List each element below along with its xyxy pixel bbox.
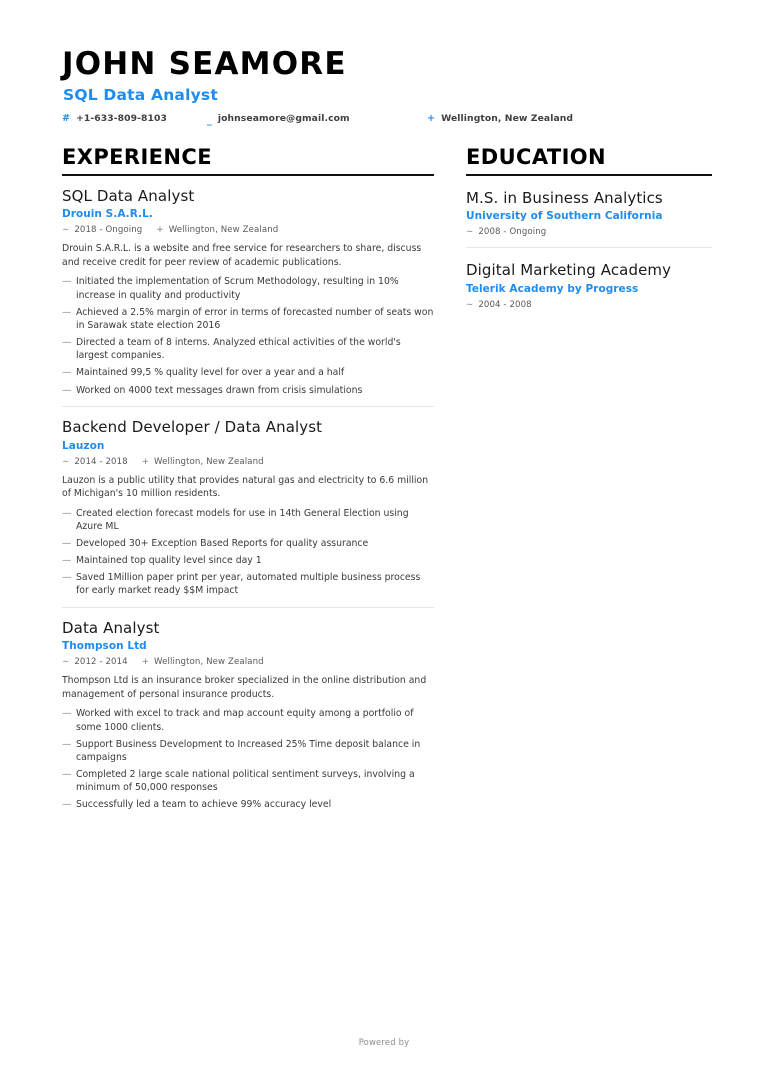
dash-icon: — xyxy=(62,507,72,519)
job-bullets xyxy=(62,707,434,811)
dash-icon: — xyxy=(62,572,72,584)
dash-icon: — xyxy=(62,306,72,318)
job-dates-value: 2012 - 2014 xyxy=(74,657,128,668)
job-company: Lauzon xyxy=(62,439,105,452)
contact-phone[interactable] xyxy=(62,113,207,124)
job-location-value: Wellington, New Zealand xyxy=(154,456,264,467)
job-title: SQL Data Analyst xyxy=(62,186,195,205)
job-bullets xyxy=(62,275,434,397)
job-meta xyxy=(62,657,434,667)
bullet-text: Worked on 4000 text messages drawn from crisis simulations xyxy=(76,384,363,396)
job-location xyxy=(142,657,264,667)
degree-title: Digital Marketing Academy xyxy=(466,261,672,280)
job-summary: Drouin S.A.R.L. is a website and free service for researchers to share, discuss and receive credit for peer review of academic publications. xyxy=(62,243,422,268)
list-item xyxy=(62,306,434,332)
dash-icon: — xyxy=(62,384,72,396)
job-company: Drouin S.A.R.L. xyxy=(62,208,153,221)
list-item xyxy=(62,366,434,379)
dash-icon: — xyxy=(62,337,72,349)
resume-header xyxy=(0,0,768,124)
list-item xyxy=(62,798,434,811)
contact-email-value: johnseamore@gmail.com xyxy=(217,112,350,124)
job-location xyxy=(156,225,278,235)
calendar-icon: ∼ xyxy=(62,456,70,467)
education-meta xyxy=(466,227,712,237)
experience-entry xyxy=(62,176,434,407)
job-dates xyxy=(62,457,128,467)
list-item xyxy=(62,768,434,794)
email-icon: _ xyxy=(207,114,212,126)
job-summary: Lauzon is a public utility that provides natural gas and electricity to 6.6 million of Michigan's 10 million residents. xyxy=(62,474,429,500)
bullet-text: Maintained 99,5 % quality level for over a year and a half xyxy=(76,367,345,379)
location-icon: + xyxy=(427,112,436,124)
bullet-text: Maintained top quality level since day 1 xyxy=(76,555,262,567)
dash-icon: — xyxy=(62,769,72,781)
job-location-value: Wellington, New Zealand xyxy=(154,657,264,668)
calendar-icon: ∼ xyxy=(466,227,474,238)
list-item xyxy=(62,537,434,550)
school-name: Telerik Academy by Progress xyxy=(466,283,639,296)
dash-icon: — xyxy=(62,555,72,567)
bullet-text: Completed 2 large scale national political sentiment surveys, involving a minimum of 50,000 responses xyxy=(76,769,415,794)
dash-icon: — xyxy=(62,367,72,379)
job-dates-value: 2014 - 2018 xyxy=(74,456,128,467)
education-entry xyxy=(466,176,712,249)
job-dates-value: 2018 - Ongoing xyxy=(74,225,143,236)
experience-entry xyxy=(62,608,434,821)
bullet-text: Achieved a 2.5% margin of error in terms of forecasted number of seats won in Sarawak state election 2016 xyxy=(76,306,434,331)
school-name: University of Southern California xyxy=(466,210,663,223)
education-dates-value: 2004 - 2008 xyxy=(478,300,532,311)
education-dates xyxy=(466,300,532,310)
bullet-text: Saved 1Million paper print per year, automated multiple business process for early market ready $$M impact xyxy=(76,572,421,597)
job-title: Data Analyst xyxy=(62,618,160,637)
powered-by-label: Powered by xyxy=(358,1037,410,1047)
list-item xyxy=(62,336,434,362)
job-meta xyxy=(62,457,434,467)
bullet-text: Developed 30+ Exception Based Reports for quality assurance xyxy=(76,537,369,549)
contact-email[interactable] xyxy=(207,113,427,124)
section-title-experience: EXPERIENCE xyxy=(62,146,434,176)
bullet-text: Worked with excel to track and map account equity among a portfolio of some 1000 clients. xyxy=(76,708,414,733)
dash-icon: — xyxy=(62,276,72,288)
page-title: JOHN SEAMORE xyxy=(62,46,347,82)
section-title-education: EDUCATION xyxy=(466,146,712,176)
job-dates xyxy=(62,657,128,667)
calendar-icon: ∼ xyxy=(466,300,474,311)
footer xyxy=(0,1037,768,1047)
list-item xyxy=(62,707,434,733)
education-entry xyxy=(466,248,712,320)
degree-title: M.S. in Business Analytics xyxy=(466,188,663,207)
professional-headline: SQL Data Analyst xyxy=(63,85,218,104)
list-item xyxy=(62,554,434,567)
location-icon: + xyxy=(141,657,150,668)
contact-location-value: Wellington, New Zealand xyxy=(441,112,574,124)
education-dates xyxy=(466,227,546,237)
job-company: Thompson Ltd xyxy=(62,640,147,653)
job-dates xyxy=(62,225,142,235)
contact-location xyxy=(427,113,647,124)
list-item xyxy=(62,384,434,397)
education-dates-value: 2008 - Ongoing xyxy=(478,227,547,238)
bullet-text: Support Business Development to Increased 25% Time deposit balance in campaigns xyxy=(76,738,421,763)
dash-icon: — xyxy=(62,738,72,750)
job-title: Backend Developer / Data Analyst xyxy=(62,417,323,436)
calendar-icon: ∼ xyxy=(62,657,70,668)
dash-icon: — xyxy=(62,708,72,720)
job-meta xyxy=(62,225,434,235)
contact-row xyxy=(62,113,708,124)
bullet-text: Directed a team of 8 interns. Analyzed ethical activities of the world's largest companies. xyxy=(76,337,401,362)
list-item xyxy=(62,507,434,533)
location-icon: + xyxy=(156,225,164,236)
job-location-value: Wellington, New Zealand xyxy=(168,225,279,236)
experience-entry xyxy=(62,407,434,608)
bullet-text: Successfully led a team to achieve 99% accuracy level xyxy=(76,799,332,811)
job-summary: Thompson Ltd is an insurance broker specialized in the online distribution and management of personal insurance products. xyxy=(62,675,427,700)
education-meta xyxy=(466,300,712,310)
bullet-text: Created election forecast models for use in 14th General Election using Azure ML xyxy=(76,507,409,532)
resume-body xyxy=(0,146,768,821)
job-bullets xyxy=(62,507,434,598)
dash-icon: — xyxy=(62,537,72,549)
contact-phone-value: +1-633-809-8103 xyxy=(76,112,168,124)
education-column xyxy=(466,146,712,321)
phone-icon: # xyxy=(62,112,71,124)
experience-column xyxy=(62,146,434,821)
dash-icon: — xyxy=(62,799,72,811)
list-item xyxy=(62,571,434,597)
bullet-text: Initiated the implementation of Scrum Methodology, resulting in 10% increase in quality and productivity xyxy=(76,276,399,301)
job-location xyxy=(142,457,264,467)
list-item xyxy=(62,738,434,764)
location-icon: + xyxy=(141,456,150,467)
calendar-icon: ∼ xyxy=(62,225,70,236)
list-item xyxy=(62,275,434,301)
